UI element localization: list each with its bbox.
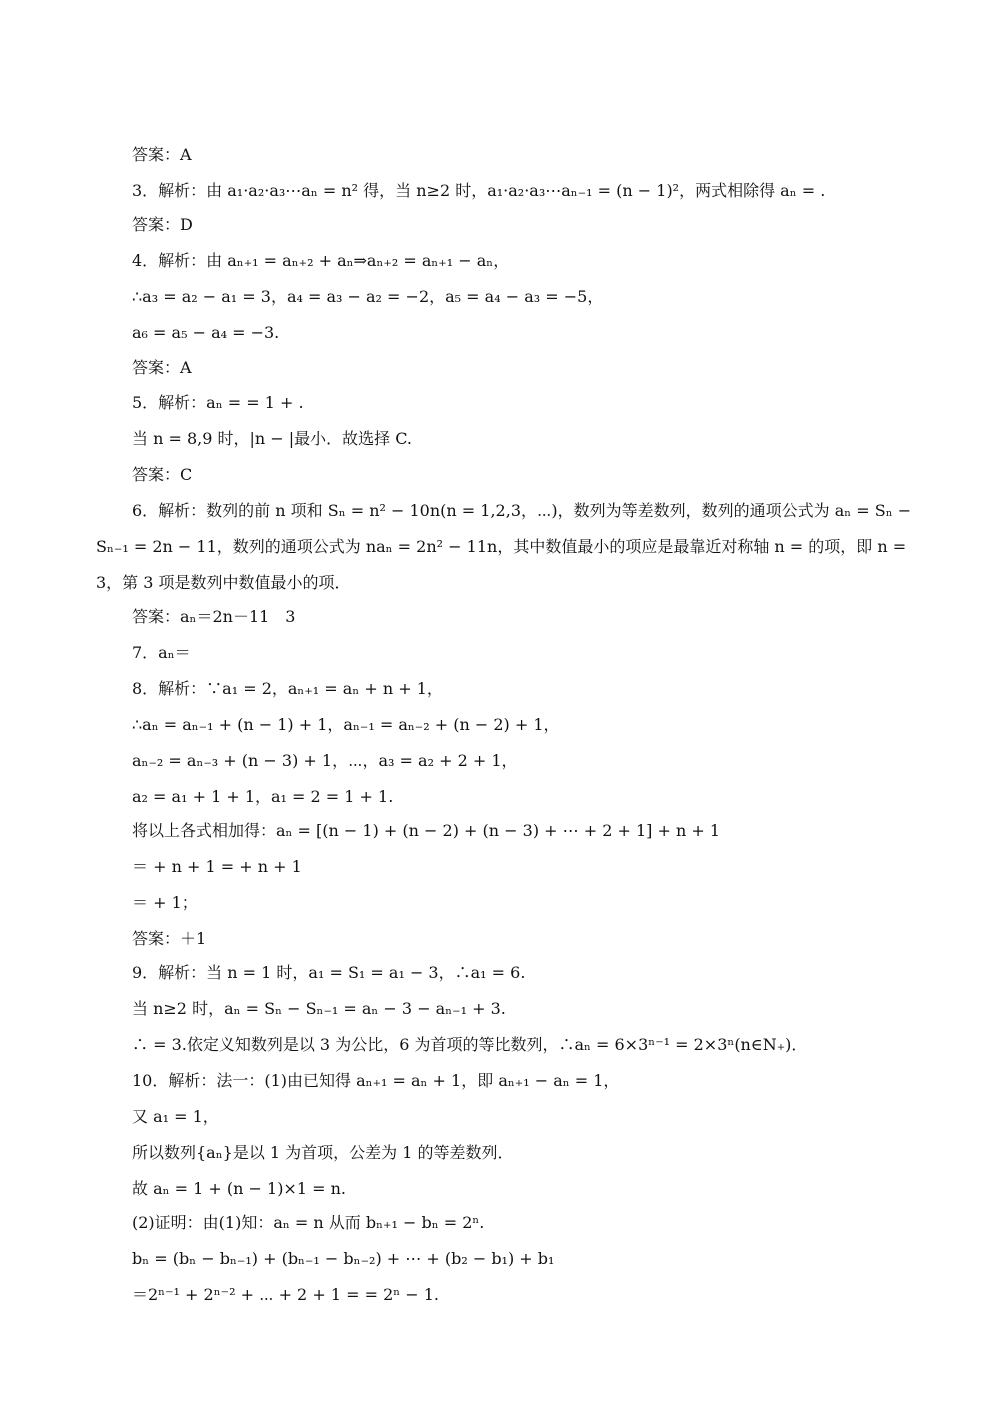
solution-10-proof: (2)证明：由(1)知：aₙ = n 从而 bₙ₊₁ − bₙ = 2ⁿ. (132, 1213, 485, 1232)
solution-4: 4．解析：由 aₙ₊₁ = aₙ₊₂ + aₙ⇒aₙ₊₂ = aₙ₊₁ − aₙ， (132, 251, 510, 270)
solution-5: 5．解析：aₙ = = 1 + . (132, 393, 304, 412)
solution-10-arith: 所以数列{aₙ}是以 1 为首项，公差为 1 的等差数列． (132, 1143, 514, 1162)
solution-8-step1: ∴aₙ = aₙ₋₁ + (n − 1) + 1，aₙ₋₁ = aₙ₋₂ + (n − 2) + 1， (132, 715, 560, 734)
solution-10: 10．解析：法一：(1)由已知得 aₙ₊₁ = aₙ + 1，即 aₙ₊₁ − aₙ = 1， (132, 1071, 620, 1090)
solution-8-sum: 将以上各式相加得：aₙ = [(n − 1) + (n − 2) + (n − 3) + ⋯ + 2 + 1] + n + 1 (132, 821, 721, 840)
solution-6-end: 3，第 3 项是数列中数值最小的项． (96, 573, 351, 592)
solution-10-bn-result: ＝2ⁿ⁻¹ + 2ⁿ⁻² + ⋯ + 2 + 1 = = 2ⁿ − 1. (132, 1285, 440, 1304)
answer-3: 答案：D (132, 215, 193, 234)
answer-7: 7．aₙ＝ (132, 643, 191, 662)
answer-5: 答案：C (132, 465, 193, 484)
solution-10-an: 故 aₙ = 1 + (n − 1)×1 = n. (132, 1179, 346, 1198)
solution-8: 8．解析：∵a₁ = 2，aₙ₊₁ = aₙ + n + 1， (132, 679, 443, 698)
solution-3: 3．解析：由 a₁·a₂·a₃⋯aₙ = n² 得，当 n≥2 时，a₁·a₂·a₃⋯aₙ₋₁ = (n − 1)²，两式相除得 aₙ = . (132, 181, 826, 200)
solution-4-step: ∴a₃ = a₂ − a₁ = 3，a₄ = a₃ − a₂ = −2，a₅ = a₄ − a₃ = −5， (132, 287, 604, 306)
solution-8-step3: a₂ = a₁ + 1 + 1，a₁ = 2 = 1 + 1. (132, 787, 394, 806)
solution-10-a1: 又 a₁ = 1， (132, 1107, 219, 1126)
answer-4: 答案：A (132, 358, 192, 377)
solution-9-result: ∴ = 3.依定义知数列是以 3 为公比，6 为首项的等比数列，∴aₙ = 6×3ⁿ⁻¹ = 2×3ⁿ(n∈N₊)． (132, 1035, 808, 1054)
solution-9-step: 当 n≥2 时，aₙ = Sₙ − Sₙ₋₁ = aₙ − 3 − aₙ₋₁ + 3. (132, 999, 506, 1018)
solution-10-bn: bₙ = (bₙ − bₙ₋₁) + (bₙ₋₁ − bₙ₋₂) + ⋯ + (b₂ − b₁) + b₁ (132, 1249, 555, 1268)
solution-5-step: 当 n = 8,9 时，|n − |最小．故选择 C. (132, 429, 413, 448)
solution-8-sum2: ＝ + n + 1 = + n + 1 (132, 857, 302, 876)
solution-6: 6．解析：数列的前 n 项和 Sₙ = n² − 10n(n = 1,2,3，⋯)，数列为等差数列，数列的通项公式为 aₙ = Sₙ − (132, 501, 912, 520)
answer-8: 答案：＋1 (132, 929, 207, 948)
solution-8-sum3: ＝ + 1； (132, 893, 198, 912)
solution-8-step2: aₙ₋₂ = aₙ₋₃ + (n − 3) + 1，⋯，a₃ = a₂ + 2 + 1， (132, 751, 518, 770)
answer-2: 答案：A (132, 145, 192, 164)
solution-6-cont: Sₙ₋₁ = 2n − 11，数列的通项公式为 naₙ = 2n² − 11n，其中数值最小的项应是最靠近对称轴 n = 的项，即 n = (96, 537, 907, 556)
solution-4-result: a₆ = a₅ − a₄ = −3. (132, 323, 280, 342)
answer-6: 答案：aₙ＝2n－11 3 (132, 607, 296, 626)
solution-9: 9．解析：当 n = 1 时，a₁ = S₁ = a₁ − 3，∴a₁ = 6. (132, 963, 526, 982)
